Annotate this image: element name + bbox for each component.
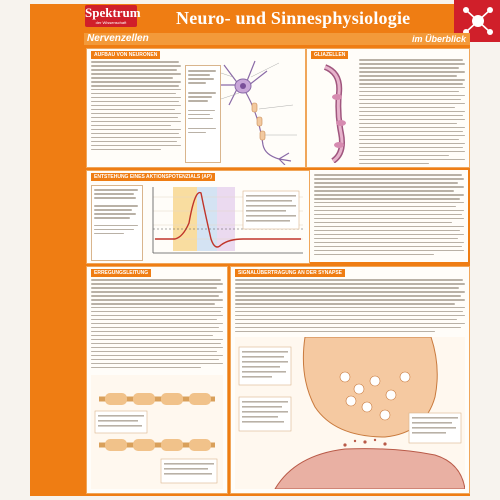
- panel-text: [235, 279, 465, 335]
- section-tagline: im Überblick: [411, 34, 466, 44]
- synapse-diagram: [235, 337, 465, 489]
- panel-text: [91, 279, 223, 371]
- ap-steps: [91, 185, 143, 261]
- neuron-diagram: [219, 55, 303, 165]
- panel-heading: GLIAZELLEN: [311, 51, 348, 59]
- panel-heading: AUFBAU VON NEURONEN: [91, 51, 160, 59]
- erregung-diagram: [91, 375, 223, 489]
- panel-heading: ENTSTEHUNG EINES AKTIONSPOTENZIALS (AP): [91, 173, 215, 181]
- panel-aufbau: [86, 48, 306, 168]
- section-title: Nervenzellen: [87, 33, 149, 44]
- spektrum-logo: [85, 5, 141, 27]
- label-column: [185, 65, 221, 163]
- panel-text: [91, 61, 181, 153]
- panel-ap: [86, 170, 310, 264]
- panel-glia: [306, 48, 470, 168]
- logo-subtext: der Wissenschaft: [95, 20, 127, 25]
- panel-synapse: [230, 266, 470, 494]
- logo-text: Spektrum: [85, 5, 141, 20]
- panel-ap-text: [310, 170, 468, 262]
- panel-text: [359, 59, 465, 167]
- panel-erregung: [86, 266, 228, 494]
- glia-diagram: [311, 63, 355, 163]
- panel-text: [314, 174, 464, 258]
- panel-heading: ERREGUNGSLEITUNG: [91, 269, 151, 277]
- ap-graph: [143, 183, 305, 261]
- section-bar: [84, 33, 470, 45]
- panel-heading: SIGNALÜBERTRAGUNG AN DER SYNAPSE: [235, 269, 345, 277]
- page-title: Neuro- und Sinnesphysiologie: [176, 8, 411, 28]
